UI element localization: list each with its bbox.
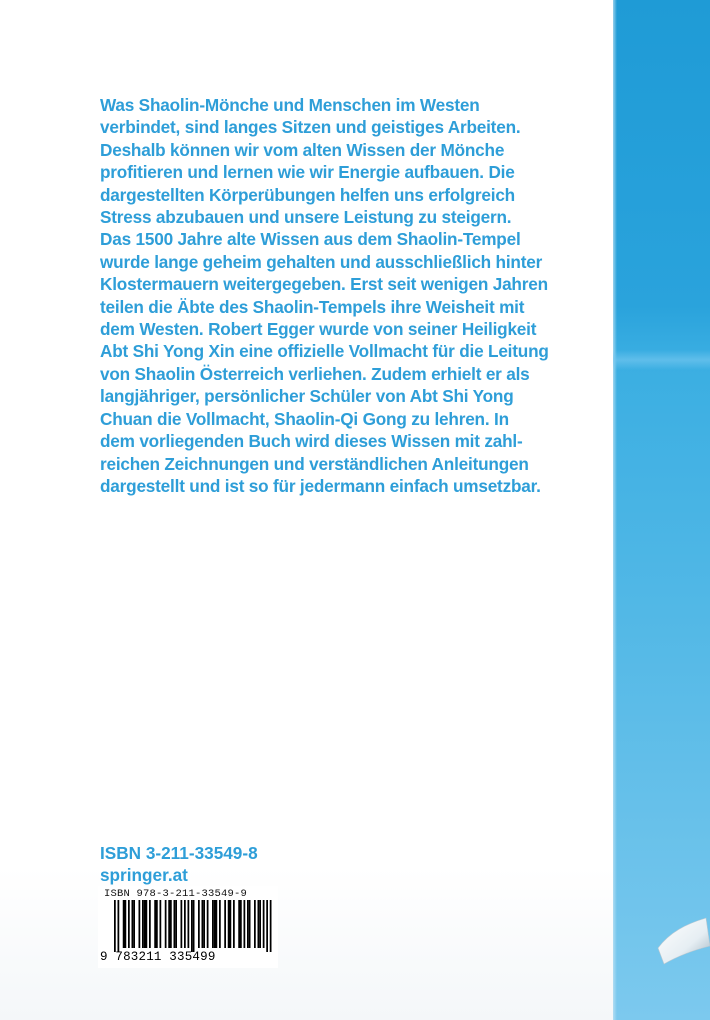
- barcode-bar: [181, 900, 183, 948]
- blurb-line: Chuan die Vollmacht, Shaolin-Qi Gong zu lehren. In: [100, 408, 509, 429]
- blurb-line: Abt Shi Yong Xin eine offizielle Vollmacht für die Leitung: [100, 341, 549, 362]
- barcode-bar: [219, 900, 221, 948]
- blurb-line: dargestellten Körperübungen helfen uns erfolgreich: [100, 184, 515, 205]
- blurb-line: dem Westen. Robert Egger wurde von seiner Heiligkeit: [100, 319, 537, 340]
- barcode-bar: [188, 900, 190, 948]
- barcode-bar: [198, 900, 200, 948]
- barcode-bar: [233, 900, 235, 948]
- barcode-bar: [156, 900, 158, 948]
- blurb-line: von Shaolin Österreich verliehen. Zudem erhielt er als: [100, 363, 530, 384]
- barcode-bar: [193, 900, 195, 952]
- isbn-label: ISBN 3-211-33549-8: [100, 843, 258, 863]
- barcode-bar: [244, 900, 246, 948]
- barcode-bar: [125, 900, 127, 948]
- barcode-bar: [160, 900, 162, 948]
- barcode-bar: [132, 900, 134, 948]
- barcode-bar: [146, 900, 148, 948]
- barcode-bar: [123, 900, 125, 948]
- blurb-line: Das 1500 Jahre alte Wissen aus dem Shaolin-Tempel: [100, 229, 521, 250]
- barcode-bar: [270, 900, 272, 952]
- barcode-bar: [254, 900, 256, 948]
- barcode-bar: [228, 900, 230, 948]
- barcode-bar: [212, 900, 214, 948]
- blurb-line: langjähriger, persönlicher Schüler von Abt Shi Yong: [100, 386, 514, 407]
- blurb-line: dem vorliegenden Buch wird dieses Wissen mit zahl-: [100, 431, 523, 452]
- publisher-url[interactable]: springer.at: [100, 865, 188, 885]
- barcode-bar: [216, 900, 218, 948]
- barcode-bar: [154, 900, 156, 948]
- barcode-bar: [230, 900, 232, 948]
- blue-sidebar: [613, 0, 710, 1020]
- blurb-line: verbindet, sind langes Sitzen und geistiges Arbeiten.: [100, 117, 521, 138]
- blurb-line: dargestellt und ist so für jedermann einfach umsetzbar.: [100, 475, 541, 496]
- barcode-bar: [238, 900, 240, 948]
- sidebar-light-band: [613, 350, 710, 370]
- barcode-bar: [168, 900, 170, 948]
- barcode-bar: [174, 900, 176, 948]
- barcode-bar: [259, 900, 261, 948]
- blurb-text: [100, 94, 620, 497]
- blurb-line: Klostermauern weitergegeben. Erst seit wenigen Jahren: [100, 274, 548, 295]
- barcode-bar: [214, 900, 216, 948]
- barcode-bar: [247, 900, 249, 948]
- barcode: [98, 886, 278, 968]
- barcode-bar: [133, 900, 135, 948]
- barcode-bar: [258, 900, 260, 948]
- blurb-line: reichen Zeichnungen und verständlichen Anleitungen: [100, 453, 529, 474]
- barcode-bar: [142, 900, 144, 948]
- barcode-bar: [203, 900, 205, 948]
- barcode-bar: [263, 900, 265, 948]
- barcode-bar: [128, 900, 130, 948]
- blurb-line: Stress abzubauen und unsere Leistung zu steigern.: [100, 207, 512, 228]
- barcode-bar: [266, 900, 268, 952]
- barcode-caption: ISBN 978-3-211-33549-9: [104, 888, 248, 900]
- barcode-bar: [118, 900, 120, 952]
- barcode-bars: [98, 900, 278, 952]
- blurb-line: Deshalb können wir vom alten Wissen der Mönche: [100, 139, 505, 160]
- barcode-bar: [207, 900, 209, 948]
- barcode-bar: [139, 900, 141, 948]
- barcode-bar: [175, 900, 177, 948]
- barcode-bar: [170, 900, 172, 948]
- barcode-bar: [191, 900, 193, 952]
- blurb-line: wurde lange geheim gehalten und ausschließlich hinter: [100, 251, 543, 272]
- blurb-line: teilen die Äbte des Shaolin-Tempels ihre Weisheit mit: [100, 296, 525, 317]
- barcode-bar: [149, 900, 151, 948]
- barcode-bar: [240, 900, 242, 948]
- corner-decoration-icon: [650, 912, 710, 972]
- barcode-bar: [114, 900, 116, 952]
- barcode-digits: 9 783211 335499: [100, 950, 216, 964]
- barcode-bar: [224, 900, 226, 948]
- barcode-bar: [184, 900, 186, 948]
- barcode-bar: [165, 900, 167, 948]
- barcode-bar: [144, 900, 146, 948]
- blurb-line: Was Shaolin-Mönche und Menschen im Westen: [100, 95, 480, 115]
- barcode-bar: [202, 900, 204, 948]
- barcode-bar: [249, 900, 251, 948]
- blurb-line: profitieren und lernen wie wir Energie aufbauen. Die: [100, 162, 515, 183]
